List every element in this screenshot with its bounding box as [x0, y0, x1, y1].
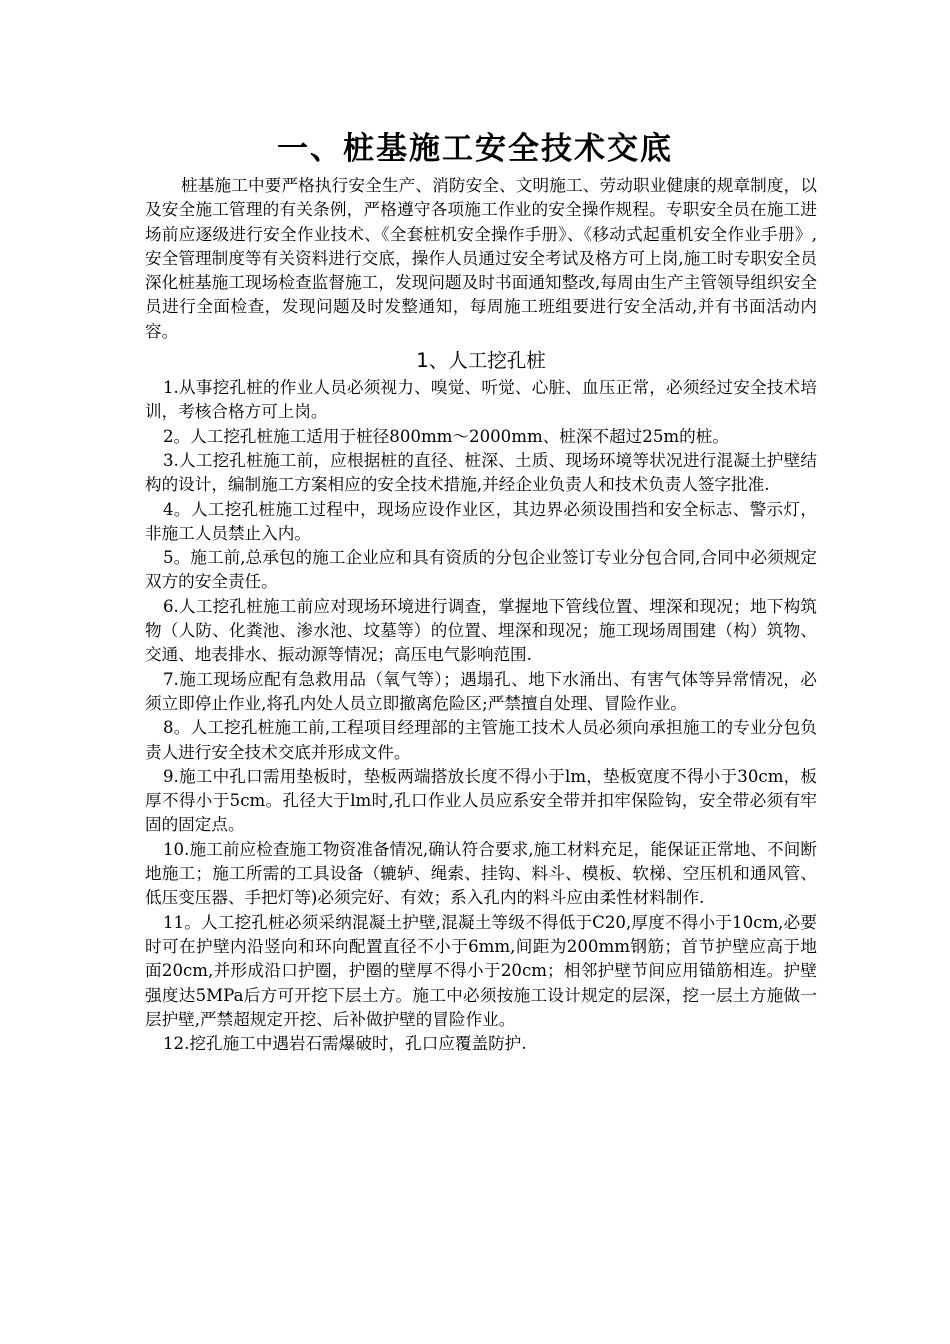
section-heading: 1、人工挖孔桩	[416, 349, 546, 373]
list-item: 6.人工挖孔桩施工前应对现场环境进行调查，掌握地下管线位置、埋深和现况；地下构筑物（人防、化粪池、渗水池、坟墓等）的位置、埋深和现况；施工现场周围建（构）筑物、交通、地表排水、振动源等情况；高压电气影响范围.	[145, 596, 817, 665]
document-title: 一、桩基施工安全技术交底	[277, 131, 673, 167]
list-item: 3.人工挖孔桩施工前，应根据桩的直径、桩深、土质、现场环境等状况进行混凝土护壁结构的设计，编制施工方案相应的安全技术措施,并经企业负责人和技术负责人签字批准.	[145, 450, 817, 495]
list-item: 1.从事挖孔桩的作业人员必须视力、嗅觉、听觉、心脏、血压正常，必须经过安全技术培训，考核合格方可上岗。	[145, 378, 817, 422]
list-item: 7.施工现场应配有急救用品（氧气等）；遇塌孔、地下水涌出、有害气体等异常情况，必须立即停止作业,将孔内处人员立即撤离危险区;严禁擅自处理、冒险作业。	[145, 669, 817, 713]
document-body	[145, 174, 817, 1056]
list-item: 5。施工前,总承包的施工企业应和具有资质的分包企业签订专业分包合同,合同中必须规定双方的安全责任。	[145, 548, 817, 592]
list-item: 2。人工挖孔桩施工适用于桩径800mm～2000mm、桩深不超过25m的桩。	[163, 426, 729, 446]
list-item: 12.挖孔施工中遇岩石需爆破时，孔口应覆盖防护.	[163, 1034, 527, 1054]
list-item: 8。人工挖孔桩施工前,工程项目经理部的主管施工技术人员必须向承担施工的专业分包负责人进行安全技术交底并形成文件。	[145, 718, 817, 762]
list-item: 4。人工挖孔桩施工过程中，现场应设作业区，其边界必须设围挡和安全标志、警示灯，非施工人员禁止入内。	[145, 499, 817, 543]
list-item: 11。人工挖孔桩必须采纳混凝土护壁,混凝土等级不得低于C20,厚度不得小于10cm,必要时可在护壁内沿竖向和环向配置直径不小于6mm,间距为200mm钢筋；首节护壁应高于地面20cm,并形成沿口护圈，护圈的壁厚不得小于20cm；相邻护壁节间应用锚筋相连。护壁强度达5MPa后方可开挖下层土方。施工中必须按施工设计规定的层深，挖一层土方施做一层护壁,严禁超规定开挖、后补做护壁的冒险作业。	[145, 912, 817, 1029]
list-item: 10.施工前应检查施工物资准备情况,确认符合要求,施工材料充足，能保证正常地、不间断地施工；施工所需的工具设备（辘轳、绳索、挂钩、料斗、模板、软梯、空压机和通风管、低压变压器、手把灯等)必须完好、有效；系入孔内的料斗应由柔性材料制作.	[145, 839, 817, 908]
list-item: 9.施工中孔口需用垫板时，垫板两端搭放长度不得小于lm，垫板宽度不得小于30cm，板厚不得小于5cm。孔径大于lm时,孔口作业人员应系安全带并扣牢保险钩，安全带必须有牢固的固定点。	[145, 766, 817, 835]
intro-paragraph: 桩基施工中要严格执行安全生产、消防安全、文明施工、劳动职业健康的规章制度，以及安全施工管理的有关条例，严格遵守各项施工作业的安全操作规程。专职安全员在施工进场前应逐级进行安全作业技术、《全套桩机安全操作手册》、《移动式起重机安全作业手册》,安全管理制度等有关资料进行交底，操作人员通过安全考试及格方可上岗,施工时专职安全员深化桩基施工现场检查监督施工，发现问题及时书面通知整改,每周由生产主管领导组织安全员进行全面检查，发现问题及时发整通知，每周施工班组要进行安全活动,并有书面活动内容。	[145, 176, 817, 341]
